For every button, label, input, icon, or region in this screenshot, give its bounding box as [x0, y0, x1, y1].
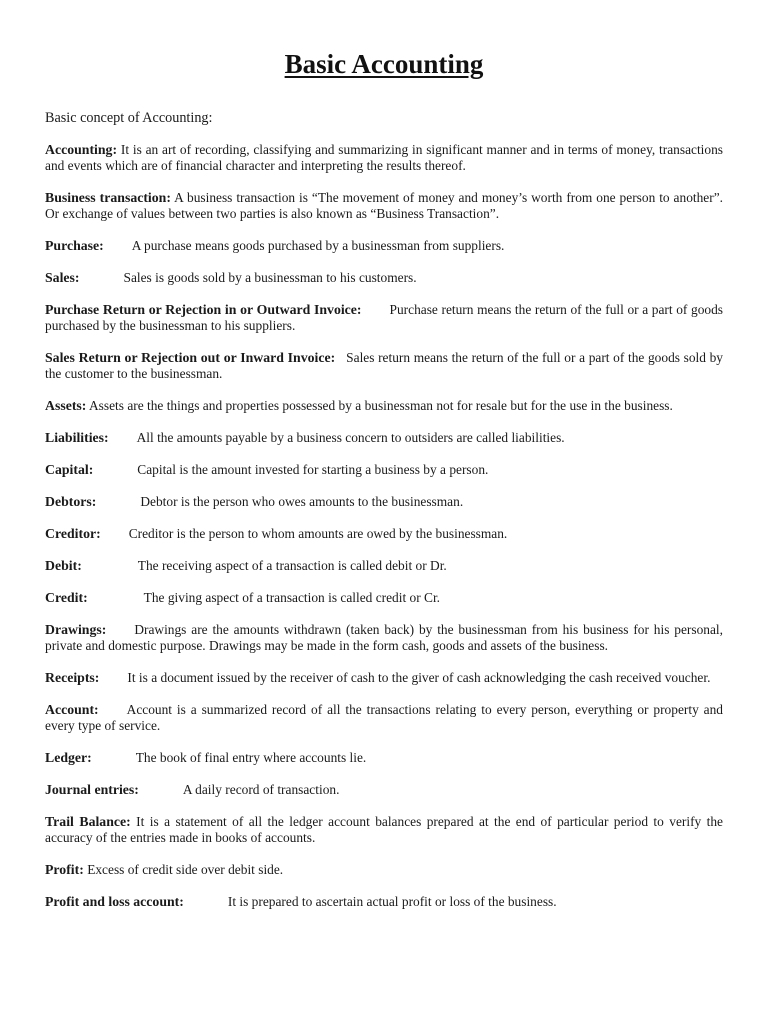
term-label: Credit:	[45, 590, 88, 605]
term-credit	[45, 590, 723, 606]
term-purchase	[45, 238, 723, 254]
term-label: Sales Return or Rejection out or Inward Invoice:	[45, 350, 336, 365]
term-definition: Drawings are the amounts withdrawn (taken back) by the businessman from his business for his personal, private and domestic purpose. Drawings may be made in the form cash, goods and assets of the business.	[45, 622, 723, 653]
term-journal-entries	[45, 782, 723, 798]
term-definition: Creditor is the person to whom amounts are owed by the businessman.	[128, 526, 508, 541]
term-label: Debit:	[45, 558, 82, 573]
term-label: Purchase:	[45, 238, 104, 253]
term-account	[45, 702, 723, 734]
term-definition: Account is a summarized record of all the transactions relating to every person, everything or property and every type of service.	[45, 702, 723, 733]
term-receipts	[45, 670, 723, 686]
section-subheading: Basic concept of Accounting:	[45, 110, 213, 126]
term-definition: A daily record of transaction.	[182, 782, 340, 797]
term-trail-balance	[45, 814, 723, 846]
term-label: Creditor:	[45, 526, 101, 541]
term-label: Ledger:	[45, 750, 92, 765]
term-definition: Purchase return means the return of the full or a part of goods purchased by the businessman to his suppliers.	[45, 302, 723, 333]
term-debit	[45, 558, 723, 574]
page-title: Basic Accounting	[284, 49, 484, 79]
term-accounting	[45, 142, 723, 174]
term-assets	[45, 398, 723, 414]
term-definition: Assets are the things and properties possessed by a businessman not for resale but for the use in the business.	[89, 398, 673, 413]
term-definition: It is a document issued by the receiver of cash to the giver of cash acknowledging the cash received voucher.	[127, 670, 711, 685]
term-label: Business transaction:	[45, 190, 171, 205]
term-definition: Capital is the amount invested for starting a business by a person.	[137, 462, 489, 477]
term-profit	[45, 862, 723, 878]
term-label: Capital:	[45, 462, 94, 477]
term-label: Journal entries:	[45, 782, 139, 797]
term-definition: Debtor is the person who owes amounts to the businessman.	[140, 494, 464, 509]
term-debtors	[45, 494, 723, 510]
term-definition: It is a statement of all the ledger account balances prepared at the end of particular period to verify the accuracy of the entries made in books of accounts.	[45, 814, 723, 845]
term-sales-return	[45, 350, 723, 382]
term-definition: A purchase means goods purchased by a businessman from suppliers.	[131, 238, 505, 253]
term-sales	[45, 270, 723, 286]
term-label: Trail Balance:	[45, 814, 131, 829]
term-business-transaction	[45, 190, 723, 222]
term-definition: The giving aspect of a transaction is called credit or Cr.	[143, 590, 441, 605]
term-label: Liabilities:	[45, 430, 109, 445]
term-definition: Sales is goods sold by a businessman to his customers.	[123, 270, 417, 285]
term-label: Receipts:	[45, 670, 100, 685]
term-definition: Sales return means the return of the full or a part of the goods sold by the customer to the businessman.	[45, 350, 723, 381]
term-label: Accounting:	[45, 142, 118, 157]
term-label: Drawings:	[45, 622, 107, 637]
term-label: Assets:	[45, 398, 87, 413]
term-label: Debtors:	[45, 494, 97, 509]
term-definition: The receiving aspect of a transaction is called debit or Dr.	[137, 558, 447, 573]
term-profit-and-loss	[45, 894, 723, 910]
term-definition: A business transaction is “The movement of money and money’s worth from one person to another”. Or exchange of values between two parties is also known as “Business Transaction”.	[45, 190, 723, 221]
term-definition: It is prepared to ascertain actual profit or loss of the business.	[227, 894, 557, 909]
term-purchase-return	[45, 302, 723, 334]
term-label: Sales:	[45, 270, 80, 285]
term-drawings	[45, 622, 723, 654]
term-definition: All the amounts payable by a business concern to outsiders are called liabilities.	[136, 430, 565, 445]
term-definition: It is an art of recording, classifying and summarizing in significant manner and in terms of money, transactions and events which are of financial character and interpreting the results thereof.	[45, 142, 724, 173]
term-definition: Excess of credit side over debit side.	[87, 862, 284, 877]
term-label: Account:	[45, 702, 99, 717]
term-liabilities	[45, 430, 723, 446]
term-ledger	[45, 750, 723, 766]
term-capital	[45, 462, 723, 478]
term-label: Purchase Return or Rejection in or Outward Invoice:	[45, 302, 362, 317]
term-label: Profit and loss account:	[45, 894, 184, 909]
term-definition: The book of final entry where accounts lie.	[135, 750, 367, 765]
term-creditor	[45, 526, 723, 542]
term-label: Profit:	[45, 862, 84, 877]
